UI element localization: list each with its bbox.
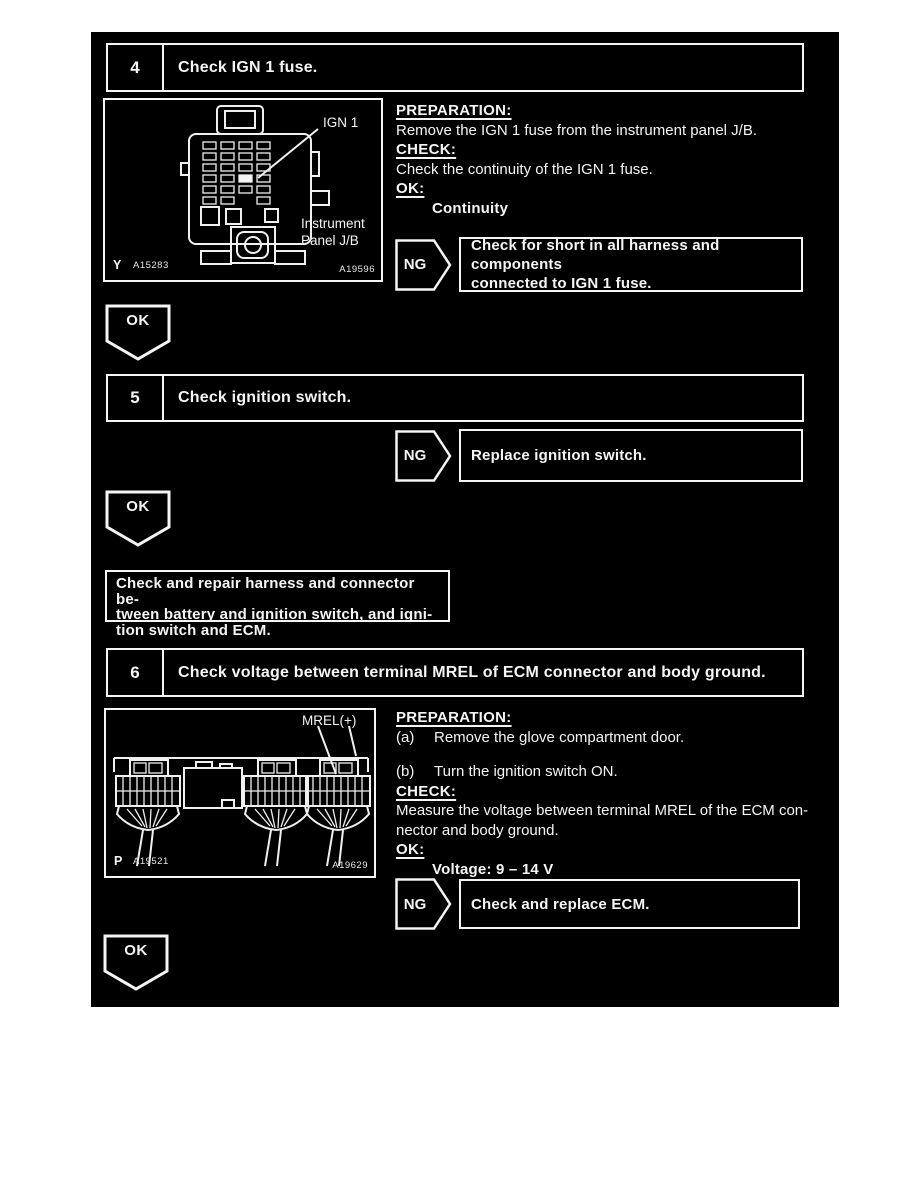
prep-step-a: [396, 728, 810, 748]
figure-corner-letter: P: [114, 854, 123, 868]
repair-note-line3: tion switch and ECM.: [116, 621, 271, 639]
figure-caption-line2: Panel J/B: [301, 233, 359, 248]
ok-value: Continuity: [432, 199, 509, 217]
ng-label: NG: [403, 447, 427, 464]
figure-ref-right: A19629: [332, 860, 368, 871]
repair-note-box: [105, 570, 450, 639]
ng-action-text: Replace ignition switch.: [471, 447, 647, 464]
ng-label: NG: [403, 256, 427, 273]
ng-action-line2: connected to IGN 1 fuse.: [471, 275, 652, 292]
prep-b-letter: (b): [396, 763, 415, 780]
step5-ng-action-box: [459, 429, 803, 482]
step6-text-column: [396, 708, 810, 879]
ng-arrow-icon: [395, 878, 452, 930]
figure-ref-right: A19596: [339, 264, 375, 275]
prep-step-b: [396, 762, 810, 782]
step4-ng-row: [395, 237, 803, 292]
figure-caption-line1: Instrument: [301, 216, 365, 231]
ng-label: NG: [403, 895, 427, 913]
step4-text-column: [396, 101, 810, 218]
ok-label: OK:: [396, 180, 425, 197]
check-label: CHECK:: [396, 782, 457, 800]
step5-number: 5: [108, 376, 164, 420]
step4-title: Check IGN 1 fuse.: [178, 58, 318, 76]
ok-badge: [103, 934, 169, 992]
step6-ng-row: [395, 878, 800, 930]
ok-badge-label: OK: [124, 942, 148, 959]
step5-header: [106, 374, 804, 422]
ok-badge-label: OK: [126, 312, 150, 329]
step4-ng-action-box: [459, 237, 803, 292]
ng-action-line1: Check for short in all harness and components: [471, 237, 720, 273]
ng-arrow-icon: [395, 239, 452, 291]
check-text: Check the continuity of the IGN 1 fuse.: [396, 160, 653, 178]
step5-ng-row: [395, 429, 803, 482]
mrel-callout: MREL(+): [302, 713, 357, 728]
ok-badge: [105, 304, 171, 362]
step5-title: Check ignition switch.: [178, 389, 352, 406]
preparation-text: Remove the IGN 1 fuse from the instrument panel J/B.: [396, 121, 757, 139]
repair-note-line2: tween battery and ignition switch, and igni-: [116, 606, 433, 623]
ecm-connector-figure: [104, 708, 376, 878]
fuse-box-figure: [103, 98, 383, 282]
ok-badge-label: OK: [126, 498, 150, 515]
step4-header: [106, 43, 804, 92]
step6-ng-action-box: [459, 879, 800, 929]
ecm-connector-drawing: [106, 710, 374, 876]
prep-b-text: Turn the ignition switch ON.: [434, 763, 618, 780]
preparation-label: PREPARATION:: [396, 102, 512, 119]
ok-badge: [105, 490, 171, 548]
prep-a-letter: (a): [396, 728, 415, 746]
prep-a-text: Remove the glove compartment door.: [434, 728, 685, 746]
preparation-label: PREPARATION:: [396, 709, 512, 726]
ok-value: Voltage: 9 – 14 V: [432, 860, 554, 878]
flowchart-panel: [91, 32, 839, 1007]
figure-ref-left: A19521: [133, 856, 169, 867]
ok-label: OK:: [396, 841, 425, 858]
repair-note-line1: Check and repair harness and connector be-: [116, 575, 415, 608]
ng-arrow-icon: [395, 430, 452, 482]
figure-corner-letter: Y: [113, 258, 122, 272]
step4-number: 4: [108, 45, 164, 90]
step6-number: 6: [108, 650, 164, 695]
check-label: CHECK:: [396, 141, 457, 158]
check-text-line1: Measure the voltage between terminal MREL of the ECM con-: [396, 802, 809, 819]
ign1-callout: IGN 1: [323, 115, 359, 130]
step6-header: [106, 648, 804, 697]
figure-ref-left: A15283: [133, 260, 169, 271]
ng-action-text: Check and replace ECM.: [471, 895, 650, 913]
step6-title: Check voltage between terminal MREL of ECM connector and body ground.: [178, 663, 766, 681]
check-text-line2: nector and body ground.: [396, 821, 559, 839]
